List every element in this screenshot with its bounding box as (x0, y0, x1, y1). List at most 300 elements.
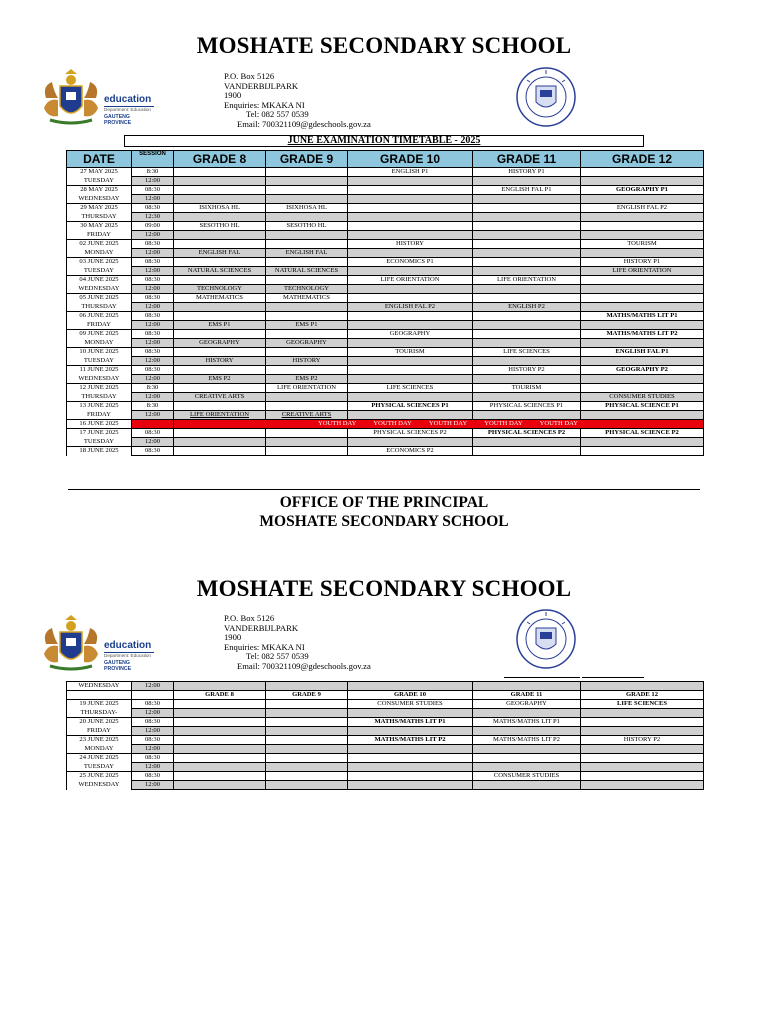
table-row (67, 772, 704, 781)
school-address: P.O. Box 5126 VANDERBIJLPARK 1900 Enquiries: MKAKA NI Tel: 082 557 0539 Email: 700321109@gdeschools.gov.za (224, 71, 371, 129)
grade-8-cell: CREATIVE ARTS (174, 393, 266, 402)
grade-11-cell (473, 195, 581, 204)
grade-9-cell (266, 195, 348, 204)
grade-11-cell: GEOGRAPHY (473, 700, 581, 709)
grade-10-cell (348, 772, 473, 781)
date-cell: MONDAY (67, 745, 132, 754)
date-cell: 06 JUNE 2025 (67, 312, 132, 321)
table-row (67, 186, 704, 195)
grade-8-cell (174, 754, 266, 763)
grade-12-cell (581, 339, 704, 348)
grade-10-cell (348, 231, 473, 240)
exam-timetable-page-2 (66, 681, 704, 790)
youth-day-label: YOUTH DAY (428, 420, 468, 427)
coat-of-arms-icon (40, 68, 102, 128)
school-seal-icon (515, 66, 577, 128)
grade-8-cell (174, 772, 266, 781)
grade-8-cell (174, 213, 266, 222)
grade-12-cell: LIFE SCIENCES (581, 700, 704, 709)
department-label: Department: Education (104, 107, 151, 112)
grade-8-cell (174, 177, 266, 186)
date-cell: THURSDAY (67, 213, 132, 222)
table-row (67, 429, 704, 438)
grade-12-cell (581, 754, 704, 763)
grade-12-cell (581, 177, 704, 186)
table-row (67, 375, 704, 384)
province-label: GAUTENG PROVINCE (104, 660, 132, 672)
grade-9-cell (266, 709, 348, 718)
grade-10-cell: MATHS/MATHS LIT P2 (348, 736, 473, 745)
grade-10-cell (348, 763, 473, 772)
grade-9-cell: ISIXHOSA HL (266, 204, 348, 213)
table-row (67, 781, 704, 790)
date-cell: 23 JUNE 2025 (67, 736, 132, 745)
grade-11-cell: LIFE SCIENCES (473, 348, 581, 357)
session-cell: 12:00 (132, 682, 174, 691)
date-cell: 05 JUNE 2025 (67, 294, 132, 303)
grade-11-cell (473, 312, 581, 321)
grade-8-cell (174, 700, 266, 709)
date-cell: THURSDAY (67, 303, 132, 312)
grade-10-cell: ENGLISH P1 (348, 168, 473, 177)
table-row (67, 204, 704, 213)
date-cell: TUESDAY (67, 267, 132, 276)
table-row (67, 438, 704, 447)
date-cell: THURSDAY (67, 393, 132, 402)
grade-9-cell (266, 348, 348, 357)
grade-11-cell (473, 438, 581, 447)
grade-9-cell (266, 718, 348, 727)
department-label: Department: Education (104, 653, 151, 658)
grade-11-cell (473, 177, 581, 186)
table-row (67, 249, 704, 258)
grade-10-cell (348, 186, 473, 195)
header-grade-8: GRADE 8 (174, 151, 266, 168)
grade-12-cell: ENGLISH FAL P1 (581, 348, 704, 357)
grade-10-cell (348, 294, 473, 303)
grade-8-cell (174, 727, 266, 736)
table-row (67, 357, 704, 366)
grade-8-cell (174, 384, 266, 393)
session-cell: 12:00 (132, 357, 174, 366)
grade-10-cell (348, 366, 473, 375)
grade-8-cell (174, 366, 266, 375)
grade-11-cell (473, 204, 581, 213)
grade-12-cell: LIFE ORIENTATION (581, 267, 704, 276)
grade-11-cell (473, 330, 581, 339)
grade-11-cell (473, 267, 581, 276)
grade-12-cell (581, 213, 704, 222)
province-label: GAUTENG PROVINCE (104, 114, 132, 126)
youth-day-label: YOUTH DAY (539, 420, 579, 427)
grade-9-cell: CREATIVE ARTS (266, 411, 348, 420)
grade-9-cell (266, 213, 348, 222)
table-row (67, 285, 704, 294)
grade-8-cell (174, 303, 266, 312)
grade-8-cell (174, 231, 266, 240)
grade-11-cell (473, 709, 581, 718)
table-row (67, 754, 704, 763)
school-title: MOSHATE SECONDARY SCHOOL (196, 33, 572, 58)
grade-9-cell: GRADE 9 (266, 691, 348, 700)
date-cell: 19 JUNE 2025 (67, 700, 132, 709)
table-row (67, 303, 704, 312)
table-row (67, 745, 704, 754)
grade-9-cell (266, 736, 348, 745)
grade-12-cell: PHYSICAL SCIENCE P1 (581, 402, 704, 411)
session-cell: 08:30 (132, 312, 174, 321)
grade-8-cell (174, 438, 266, 447)
grade-8-cell (174, 763, 266, 772)
date-cell: 12 JUNE 2025 (67, 384, 132, 393)
school-title-page-2: MOSHATE SECONDARY SCHOOL (196, 576, 572, 601)
table-row (67, 709, 704, 718)
office-of-principal: OFFICE OF THE PRINCIPAL MOSHATE SECONDARY SCHOOL (259, 494, 509, 530)
grade-8-cell: ISIXHOSA HL (174, 204, 266, 213)
session-cell: 12:00 (132, 231, 174, 240)
date-cell: TUESDAY (67, 438, 132, 447)
grade-10-cell: TOURISM (348, 348, 473, 357)
grade-11-cell (473, 222, 581, 231)
grade-9-cell (266, 772, 348, 781)
date-cell: 28 MAY 2025 (67, 186, 132, 195)
grade-10-cell (348, 339, 473, 348)
date-cell: 27 MAY 2025 (67, 168, 132, 177)
table-row (67, 447, 704, 456)
grade-12-cell: GEOGRAPHY P2 (581, 366, 704, 375)
grade-10-cell (348, 393, 473, 402)
session-cell: 08:30 (132, 366, 174, 375)
grade-10-cell: ECONOMICS P1 (348, 258, 473, 267)
table-row (67, 763, 704, 772)
grade-8-cell (174, 240, 266, 249)
session-cell: 08:30 (132, 718, 174, 727)
header-grade-11: GRADE 11 (473, 151, 581, 168)
grade-9-cell (266, 682, 348, 691)
grade-8-cell (174, 258, 266, 267)
date-cell: TUESDAY (67, 357, 132, 366)
grade-12-cell: ENGLISH FAL P2 (581, 204, 704, 213)
grade-8-cell (174, 745, 266, 754)
grade-9-cell (266, 186, 348, 195)
grade-11-cell (473, 763, 581, 772)
table-row (67, 411, 704, 420)
grade-10-cell: CONSUMER STUDIES (348, 700, 473, 709)
grade-11-cell: PHYSICAL SCIENCES P2 (473, 429, 581, 438)
session-cell: 08:30 (132, 186, 174, 195)
grade-12-cell: MATHS/MATHS LIT P2 (581, 330, 704, 339)
date-cell: WEDNESDAY (67, 682, 132, 691)
grade-8-cell (174, 186, 266, 195)
table-row (67, 294, 704, 303)
grade-10-cell: HISTORY (348, 240, 473, 249)
grade-10-cell (348, 222, 473, 231)
grade-10-cell: ENGLISH FAL P2 (348, 303, 473, 312)
grade-9-cell (266, 258, 348, 267)
grade-11-cell (473, 357, 581, 366)
youth-day-cell (174, 420, 704, 429)
session-cell: 12:00 (132, 339, 174, 348)
date-cell: FRIDAY (67, 321, 132, 330)
grade-11-cell (473, 781, 581, 790)
grade-9-cell: HISTORY (266, 357, 348, 366)
session-cell: 08:30 (132, 429, 174, 438)
grade-11-cell (473, 285, 581, 294)
grade-8-cell: LIFE ORIENTATION (174, 411, 266, 420)
date-cell: MONDAY (67, 249, 132, 258)
grade-8-cell: EMS P1 (174, 321, 266, 330)
grade-10-cell (348, 709, 473, 718)
grade-9-cell (266, 312, 348, 321)
grade-8-cell (174, 276, 266, 285)
grade-8-cell (174, 447, 266, 456)
grade-8-cell (174, 330, 266, 339)
date-cell: WEDNESDAY (67, 195, 132, 204)
session-cell: 12:00 (132, 763, 174, 772)
session-cell: 12:00 (132, 321, 174, 330)
grade-11-cell: LIFE ORIENTATION (473, 276, 581, 285)
grade-10-cell (348, 204, 473, 213)
grade-9-cell (266, 438, 348, 447)
education-wordmark: education (104, 94, 152, 105)
grade-9-cell: ENGLISH FAL (266, 249, 348, 258)
grade-8-cell: GEOGRAPHY (174, 339, 266, 348)
table-row (67, 168, 704, 177)
date-cell: FRIDAY (67, 231, 132, 240)
session-cell: 8:30 (132, 168, 174, 177)
grade-9-cell (266, 240, 348, 249)
grade-12-cell (581, 727, 704, 736)
date-cell: 16 JUNE 2025 (67, 420, 132, 429)
grade-8-cell: TECHNOLOGY (174, 285, 266, 294)
date-cell: 09 JUNE 2025 (67, 330, 132, 339)
grade-12-cell: GRADE 12 (581, 691, 704, 700)
date-cell: 30 MAY 2025 (67, 222, 132, 231)
date-cell: WEDNESDAY (67, 781, 132, 790)
grade-12-cell (581, 276, 704, 285)
table-row (67, 736, 704, 745)
date-cell: MONDAY (67, 339, 132, 348)
date-cell: WEDNESDAY (67, 375, 132, 384)
grade-11-cell (473, 339, 581, 348)
table-row (67, 691, 704, 700)
table-row (67, 348, 704, 357)
grade-8-cell: HISTORY (174, 357, 266, 366)
grade-8-cell: MATHEMATICS (174, 294, 266, 303)
grade-10-cell (348, 267, 473, 276)
grade-10-cell (348, 411, 473, 420)
table-row (67, 177, 704, 186)
session-cell: 8:30 (132, 384, 174, 393)
grade-9-cell (266, 393, 348, 402)
grade-12-cell (581, 682, 704, 691)
grade-10-cell (348, 285, 473, 294)
table-row (67, 195, 704, 204)
grade-12-cell (581, 384, 704, 393)
date-cell: FRIDAY (67, 411, 132, 420)
grade-11-cell (473, 393, 581, 402)
grade-12-cell (581, 745, 704, 754)
session-cell: 12:00 (132, 438, 174, 447)
grade-9-cell (266, 330, 348, 339)
grade-8-cell: ENGLISH FAL (174, 249, 266, 258)
grade-10-cell: ECONOMICS P2 (348, 447, 473, 456)
date-cell: 11 JUNE 2025 (67, 366, 132, 375)
session-cell: 12:00 (132, 393, 174, 402)
table-row (67, 231, 704, 240)
grade-10-cell: GEOGRAPHY (348, 330, 473, 339)
gauteng-education-logo-page-2 (40, 614, 158, 674)
grade-10-cell (348, 781, 473, 790)
youth-day-label: YOUTH DAY (318, 420, 357, 427)
grade-10-cell (348, 177, 473, 186)
school-seal-icon-page-2 (515, 608, 577, 670)
grade-10-cell (348, 312, 473, 321)
session-cell: 12:00 (132, 303, 174, 312)
grade-8-cell (174, 312, 266, 321)
grade-9-cell (266, 447, 348, 456)
grade-12-cell: MATHS/MATHS LIT P1 (581, 312, 704, 321)
session-cell: 12:00 (132, 195, 174, 204)
table-row (67, 213, 704, 222)
grade-11-cell (473, 411, 581, 420)
grade-12-cell (581, 709, 704, 718)
table-header-row (67, 151, 704, 168)
grade-11-cell: HISTORY P1 (473, 168, 581, 177)
grade-9-cell (266, 763, 348, 772)
table-row (67, 366, 704, 375)
session-cell: 08:30 (132, 204, 174, 213)
grade-10-cell (348, 357, 473, 366)
grade-12-cell (581, 763, 704, 772)
grade-12-cell (581, 781, 704, 790)
grade-11-cell (473, 375, 581, 384)
grade-10-cell (348, 213, 473, 222)
table-row (67, 393, 704, 402)
grade-12-cell (581, 249, 704, 258)
grade-12-cell: HISTORY P2 (581, 736, 704, 745)
session-cell: 08:30 (132, 258, 174, 267)
session-cell: 08:30 (132, 772, 174, 781)
header-session: SESSION (132, 151, 174, 168)
table-row (67, 682, 704, 691)
session-cell: 08:30 (132, 240, 174, 249)
grade-9-cell (266, 168, 348, 177)
grade-11-cell (473, 240, 581, 249)
grade-9-cell (266, 700, 348, 709)
grade-9-cell (266, 429, 348, 438)
grade-10-cell: MATHS/MATHS LIT P1 (348, 718, 473, 727)
grade-12-cell: PHYSICAL SCIENCE P2 (581, 429, 704, 438)
grade-12-cell (581, 285, 704, 294)
coat-of-arms-icon (40, 614, 102, 674)
grade-12-cell (581, 772, 704, 781)
date-cell: 20 JUNE 2025 (67, 718, 132, 727)
grade-8-cell (174, 682, 266, 691)
date-cell: 04 JUNE 2025 (67, 276, 132, 285)
table-row (67, 321, 704, 330)
grade-9-cell: LIFE ORIENTATION (266, 384, 348, 393)
header-grade-10: GRADE 10 (348, 151, 473, 168)
session-cell: 12:00 (132, 727, 174, 736)
table-row (67, 258, 704, 267)
grade-11-cell: MATHS/MATHS LIT P1 (473, 718, 581, 727)
grade-9-cell: TECHNOLOGY (266, 285, 348, 294)
session-cell: 12:00 (132, 375, 174, 384)
grade-10-cell (348, 727, 473, 736)
grade-9-cell: EMS P2 (266, 375, 348, 384)
session-cell: 12:00 (132, 781, 174, 790)
grade-8-cell (174, 736, 266, 745)
table-row (67, 384, 704, 393)
grade-12-cell (581, 294, 704, 303)
grade-8-cell (174, 195, 266, 204)
table-row (67, 312, 704, 321)
session-cell: 12:00 (132, 285, 174, 294)
grade-9-cell (266, 177, 348, 186)
table-row (67, 727, 704, 736)
grade-12-cell (581, 375, 704, 384)
grade-10-cell (348, 682, 473, 691)
session-cell: 09:00 (132, 222, 174, 231)
grade-9-cell (266, 781, 348, 790)
table-row (67, 339, 704, 348)
date-cell: 18 JUNE 2025 (67, 447, 132, 456)
header-grade-12: GRADE 12 (581, 151, 704, 168)
grade-12-cell (581, 411, 704, 420)
grade-8-cell: SESOTHO HL (174, 222, 266, 231)
grade-12-cell: HISTORY P1 (581, 258, 704, 267)
header-date: DATE (67, 151, 132, 168)
grade-9-cell: MATHEMATICS (266, 294, 348, 303)
grade-11-cell: TOURISM (473, 384, 581, 393)
table-row (67, 276, 704, 285)
exam-timetable (66, 150, 704, 456)
grade-9-cell (266, 727, 348, 736)
table-row (67, 420, 704, 429)
session-cell: 08:30 (132, 700, 174, 709)
date-cell (67, 691, 132, 700)
grade-10-cell (348, 321, 473, 330)
grade-8-cell (174, 718, 266, 727)
grade-9-cell (266, 745, 348, 754)
grade-8-cell (174, 709, 266, 718)
session-cell (132, 420, 174, 429)
table-row (67, 330, 704, 339)
session-cell: 12:30 (132, 213, 174, 222)
date-cell: 13 JUNE 2025 (67, 402, 132, 411)
grade-9-cell: EMS P1 (266, 321, 348, 330)
grade-11-cell (473, 249, 581, 258)
date-cell: 10 JUNE 2025 (67, 348, 132, 357)
grade-11-cell (473, 213, 581, 222)
grade-12-cell (581, 231, 704, 240)
youth-day-label: YOUTH DAY (373, 420, 412, 427)
table-row (67, 402, 704, 411)
grade-11-cell (473, 745, 581, 754)
session-cell: 12:00 (132, 267, 174, 276)
school-address-page-2: P.O. Box 5126 VANDERBIJLPARK 1900 Enquiries: MKAKA NI Tel: 082 557 0539 Email: 700321109@gdeschools.gov.za (224, 613, 371, 671)
grade-11-cell (473, 231, 581, 240)
grade-11-cell: MATHS/MATHS LIT P2 (473, 736, 581, 745)
grade-9-cell: GEOGRAPHY (266, 339, 348, 348)
grade-8-cell: EMS P2 (174, 375, 266, 384)
grade-9-cell (266, 276, 348, 285)
table-row (67, 222, 704, 231)
session-cell: 12:00 (132, 249, 174, 258)
date-cell: FRIDAY (67, 727, 132, 736)
table-row (67, 700, 704, 709)
